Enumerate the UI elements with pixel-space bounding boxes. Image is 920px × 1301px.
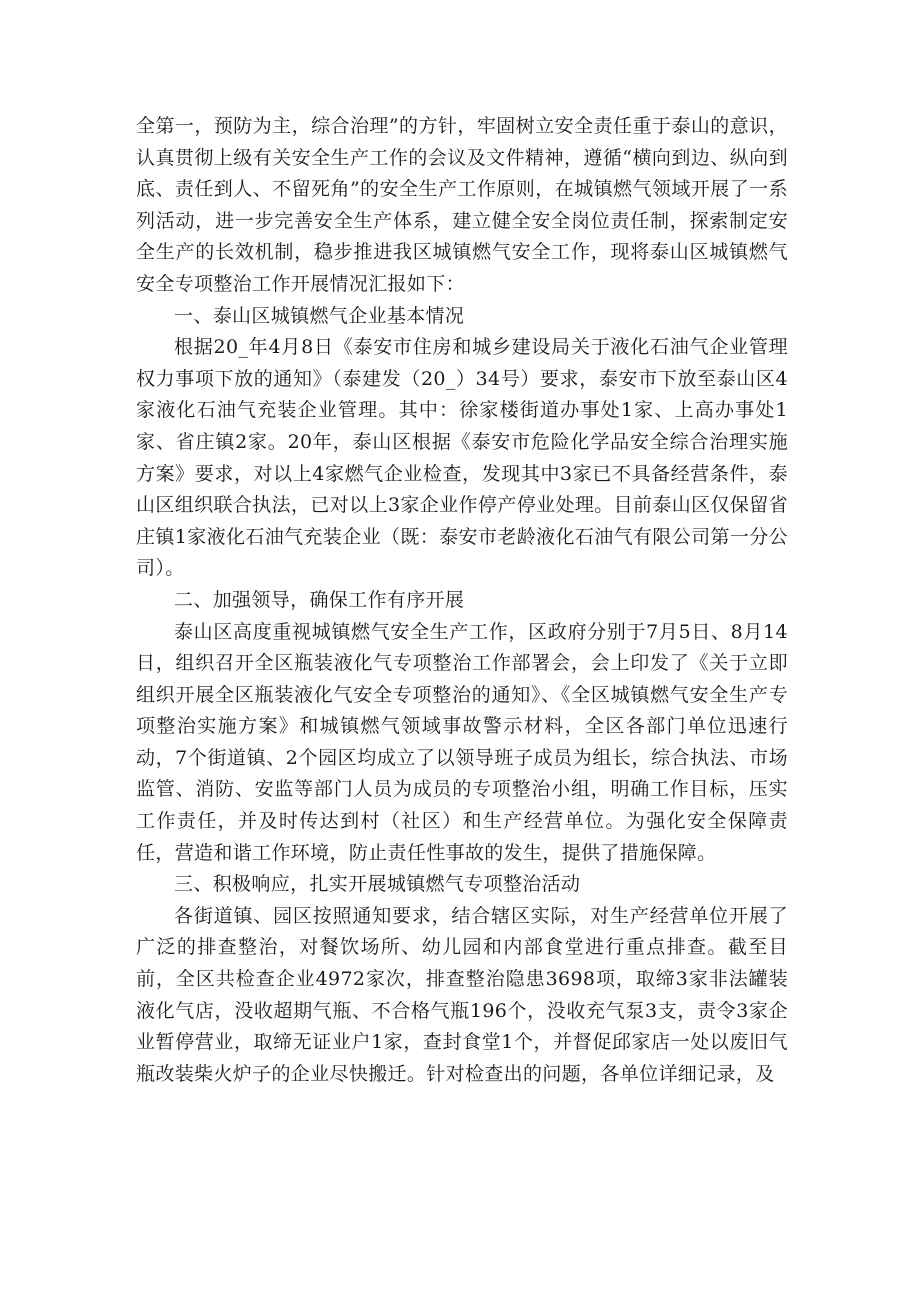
paragraph-section-1: 根据20_年4月8日《泰安市住房和城乡建设局关于液化石油气企业管理权力事项下放的通知》（泰建发（20_）34号）要求，泰安市下放至泰山区4家液化石油气充装企业管理。其中：徐家楼街道办事处1家、上高办事处1家、省庄镇2家。20年，泰山区根据《泰安市危险化学品安全综合治理实施方案》要求，对以上4家燃气企业检查，发现其中3家已不具备经营条件，泰山区组织联合执法，已对以上3家企业作停产停业处理。目前泰山区仅保留省庄镇1家液化石油气充装企业（既：泰安市老龄液化石油气有限公司第一分公司）。 <box>136 336 788 580</box>
paragraph-intro: 全第一，预防为主，综合治理”的方针，牢固树立安全责任重于泰山的意识，认真贯彻上级有关安全生产工作的会议及文件精神，遵循“横向到边、纵向到底、责任到人、不留死角”的安全生产工作原则，在城镇燃气领域开展了一系列活动，进一步完善安全生产体系，建立健全安全岗位责任制，探索制定安全生产的长效机制，稳步推进我区城镇燃气安全工作，现将泰山区城镇燃气安全专项整治工作开展情况汇报如下： <box>136 115 788 295</box>
section-heading-3: 三、积极响应，扎实开展城镇燃气专项整治活动 <box>174 873 581 896</box>
paragraph-section-3: 各街道镇、园区按照通知要求，结合辖区实际，对生产经营单位开展了广泛的排查整治，对餐饮场所、幼儿园和内部食堂进行重点排查。截至目前，全区共检查企业4972家次，排查整治隐患3698项，取缔3家非法罐装液化气店，没收超期气瓶、不合格气瓶196个，没收充气泵3支，责令3家企业暂停营业，取缔无证业户1家，查封食堂1个，并督促邱家店一处以废旧气瓶改装柴火炉子的企业尽快搬迁。针对检查出的问题，各单位详细记录，及 <box>136 904 788 1085</box>
section-heading-2: 二、加强领导，确保工作有序开展 <box>174 588 465 611</box>
paragraph-section-2: 泰山区高度重视城镇燃气安全生产工作，区政府分别于7月5日、8月14日，组织召开全区瓶装液化气专项整治工作部署会，会上印发了《关于立即组织开展全区瓶装液化气安全专项整治的通知》、《全区城镇燃气安全生产专项整治实施方案》和城镇燃气领域事故警示材料，全区各部门单位迅速行动，7个街道镇、2个园区均成立了以领导班子成员为组长，综合执法、市场监管、消防、安监等部门人员为成员的专项整治小组，明确工作目标，压实工作责任，并及时传达到村（社区）和生产经营单位。为强化安全保障责任，营造和谐工作环境，防止责任性事故的发生，提供了措施保障。 <box>136 620 788 864</box>
document-body <box>136 111 788 1090</box>
section-heading-1: 一、泰山区城镇燃气企业基本情况 <box>174 304 465 327</box>
